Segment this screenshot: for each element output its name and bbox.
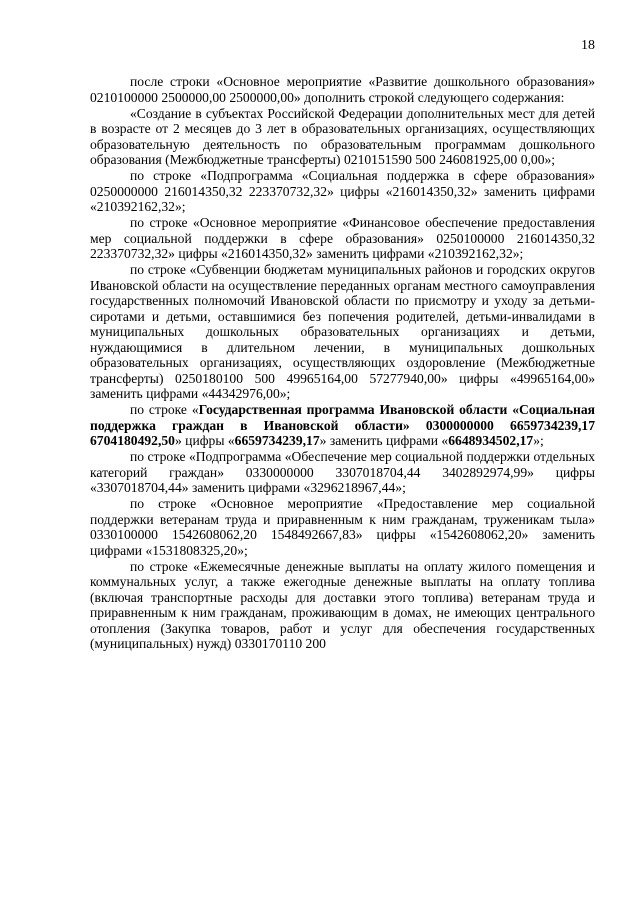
amendment-paragraph [90, 74, 595, 105]
text-segment: по строке «Основное мероприятие «Предоставление мер социальной поддержки ветеранам труда и приравненным к ним гражданам, труженикам тыла» 0330100000 1542608062,20 1548492667,83» цифры «1542608062,20» заменить цифрами «1531808325,20»; [90, 496, 595, 558]
text-segment: по строке « [130, 402, 199, 417]
text-segment: » заменить цифрами « [319, 433, 449, 448]
text-segment: по строке «Субвенции бюджетам муниципальных районов и городских округов Ивановской области на осуществление переданных органам местного самоуправления государственных полномочий Ивановской области по присмотру и уходу за детьми-сиротами и детьми, оставшимися без попечения родителей, детьми-инвалидами в муниципальных дошкольных образовательных организациях и детьми, нуждающимися в длительном лечении, в муниципальных дошкольных образовательных организациях, осуществляющих оздоровление (Межбюджетные трансферты) 0250180100 500 49965164,00 57277940,00» цифры «49965164,00» заменить цифрами «44342976,00»; [90, 262, 595, 401]
text-segment: после строки «Основное мероприятие «Развитие дошкольного образования» 0210100000 2500000,00 2500000,00» дополнить строкой следующего содержания: [90, 74, 595, 105]
amendment-paragraph [90, 168, 595, 215]
text-segment: «Создание в субъектах Российской Федерации дополнительных мест для детей в возрасте от 2 месяцев до 3 лет в образовательных организациях, осуществляющих образовательную деятельность по образовательным программам дошкольного образования (Межбюджетные трансферты) 0210151590 500 246081925,00 0,00»; [90, 105, 595, 167]
page-number: 18 [581, 38, 595, 53]
amendment-paragraph [90, 215, 595, 262]
amendment-paragraph [90, 402, 595, 449]
text-segment: по строке «Ежемесячные денежные выплаты на оплату жилого помещения и коммунальных услуг, а также ежегодные денежные выплаты на оплату топлива (включая транспортные расходы для доставки этого топлива) ветеранам труда и приравненным к ним гражданам, проживающим в домах, не имеющих центрального отопления (Закупка товаров, работ и услуг для обеспечения государственных (муниципальных) нужд) 0330170110 200 [90, 558, 595, 651]
amendment-paragraph [90, 559, 595, 652]
bold-text-segment: Государственная программа Ивановской области «Социальная поддержка граждан в Ивановской области» 0300000000 6659734239,17 6704180492,50 [90, 402, 596, 448]
text-segment: » цифры « [174, 433, 235, 448]
text-segment: »; [533, 433, 544, 448]
document-body [90, 74, 595, 652]
bold-text-segment: 6659734239,17 [234, 433, 320, 448]
amendment-paragraph [90, 496, 595, 558]
text-segment: по строке «Подпрограмма «Обеспечение мер социальной поддержки отдельных категорий граждан» 0330000000 3307018704,44 3402892974,99» цифры «3307018704,44» заменить цифрами «3296218967,44»; [90, 449, 595, 495]
text-segment: по строке «Подпрограмма «Социальная поддержка в сфере образования» 0250000000 216014350,32 223370732,32» цифры «216014350,32» заменить цифрами «210392162,32»; [90, 168, 595, 214]
amendment-paragraph [90, 262, 595, 402]
bold-text-segment: 6648934502,17 [448, 433, 534, 448]
text-segment: по строке «Основное мероприятие «Финансовое обеспечение предоставления мер социальной поддержки в сфере образования» 0250100000 216014350,32 223370732,32» цифры «216014350,32» заменить цифрами «210392162,32»; [90, 215, 595, 261]
amendment-paragraph [90, 449, 595, 496]
amendment-paragraph [90, 106, 595, 168]
